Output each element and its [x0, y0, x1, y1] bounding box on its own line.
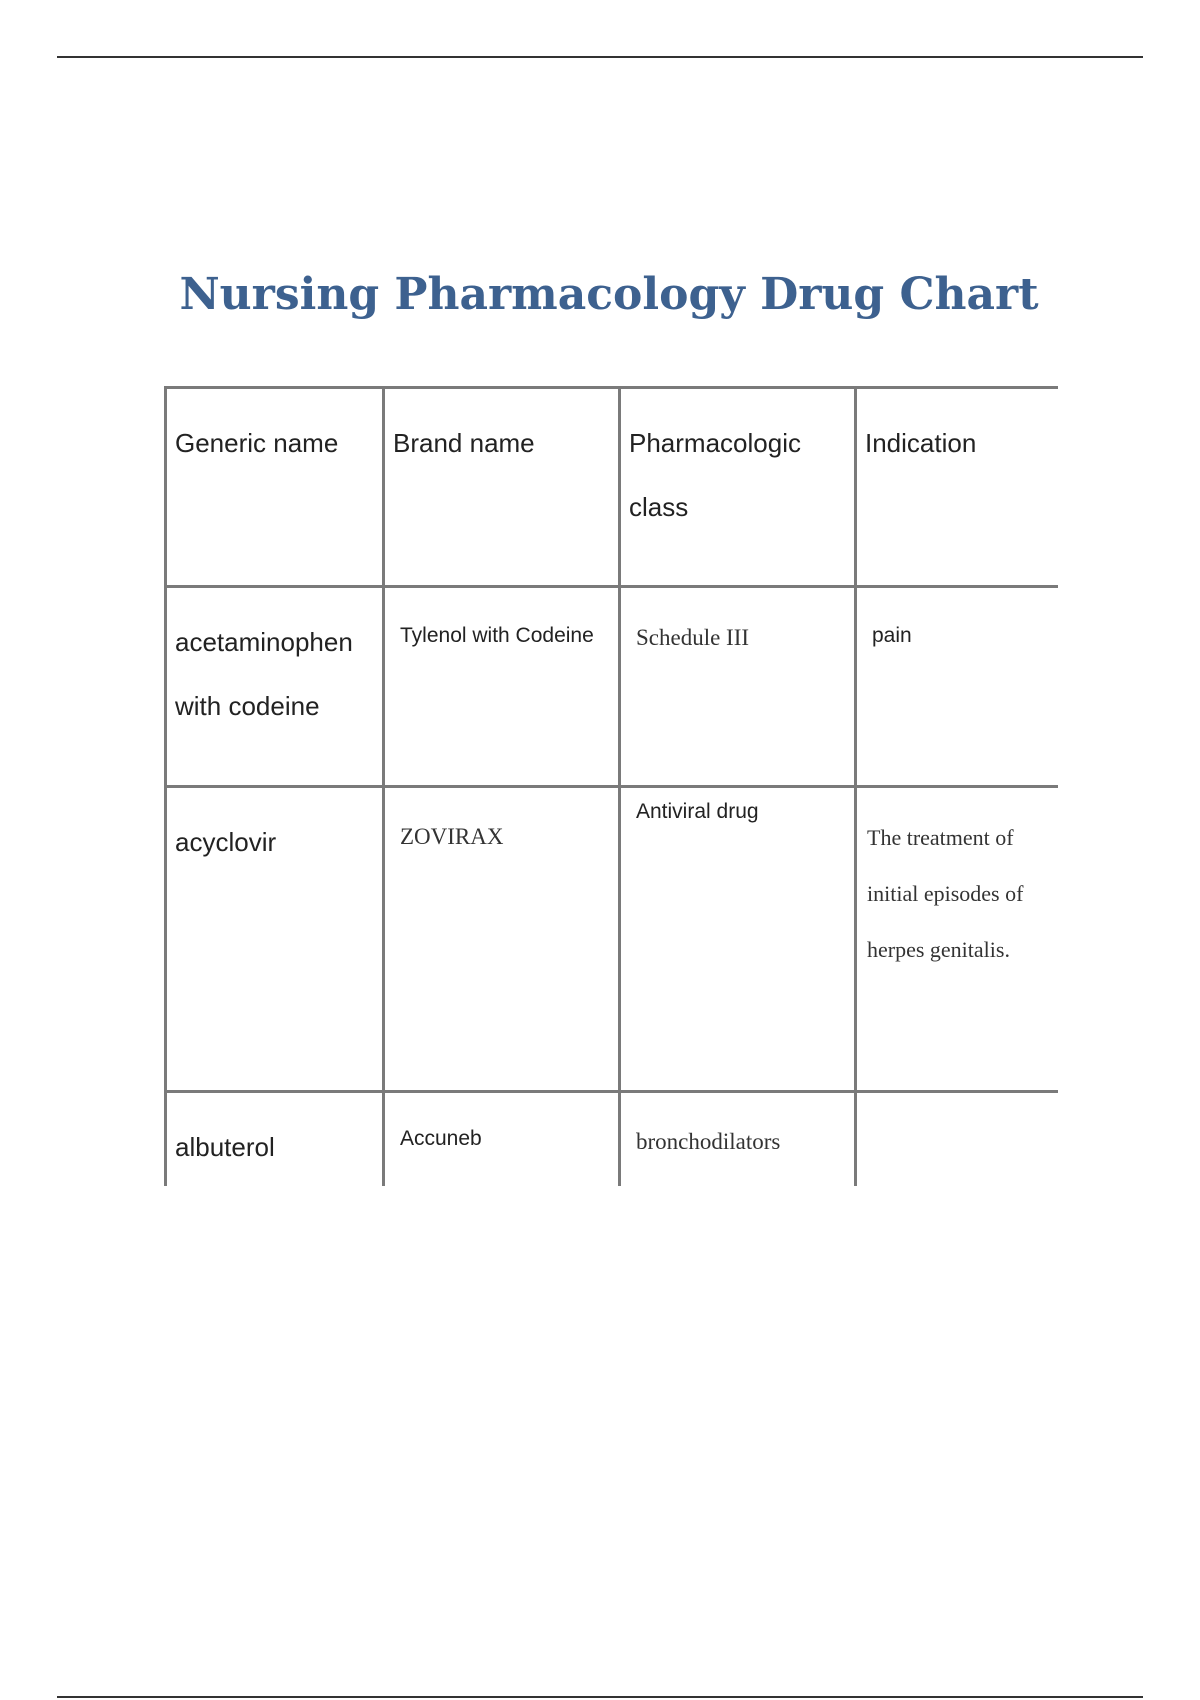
- table-cell: [384, 787, 620, 1092]
- header-generic-name: Generic name: [175, 428, 339, 458]
- table-cell: [166, 587, 384, 787]
- brand-name-cell: Tylenol with Codeine: [400, 624, 594, 647]
- table-cell: [166, 787, 384, 1092]
- table-cell: [856, 587, 1059, 787]
- table-row: [166, 587, 1059, 787]
- indication-cell: pain: [872, 624, 912, 647]
- table-cell: [620, 787, 856, 1092]
- generic-name-cell: acyclovir: [175, 827, 277, 857]
- drug-table: [164, 386, 1058, 1186]
- header-cell: [384, 388, 620, 587]
- indication-cell: [857, 1093, 1058, 1127]
- pharmacologic-class-cell: Antiviral drug: [636, 800, 759, 823]
- table-cell: [856, 1092, 1059, 1187]
- header-indication: Indication: [865, 428, 977, 458]
- pharmacologic-class-cell: Schedule III: [636, 625, 750, 650]
- header-pharmacologic-class: Pharmacologic class: [629, 428, 801, 522]
- header-brand-name: Brand name: [393, 428, 535, 458]
- drug-table-container: [164, 386, 1058, 1186]
- generic-name-cell: acetaminophen with codeine: [175, 627, 353, 721]
- table-cell: [620, 1092, 856, 1187]
- table-cell: [620, 587, 856, 787]
- table-cell: [384, 587, 620, 787]
- table-row: [166, 1092, 1059, 1187]
- table-cell: [384, 1092, 620, 1187]
- header-cell: [620, 388, 856, 587]
- page-title: Nursing Pharmacology Drug Chart: [179, 269, 1039, 321]
- bottom-rule: [57, 1696, 1143, 1698]
- brand-name-cell: Accuneb: [400, 1127, 482, 1150]
- top-rule: [57, 56, 1143, 58]
- indication-cell: The treatment of initial episodes of herpes genitalis.: [867, 825, 1024, 962]
- table-cell: [856, 787, 1059, 1092]
- table-header-row: [166, 388, 1059, 587]
- table-row: [166, 787, 1059, 1092]
- brand-name-cell: ZOVIRAX: [400, 824, 504, 849]
- pharmacologic-class-cell: bronchodilators: [636, 1129, 781, 1154]
- table-cell: [166, 1092, 384, 1187]
- header-cell: [166, 388, 384, 587]
- header-cell: [856, 388, 1059, 587]
- generic-name-cell: albuterol: [175, 1132, 275, 1162]
